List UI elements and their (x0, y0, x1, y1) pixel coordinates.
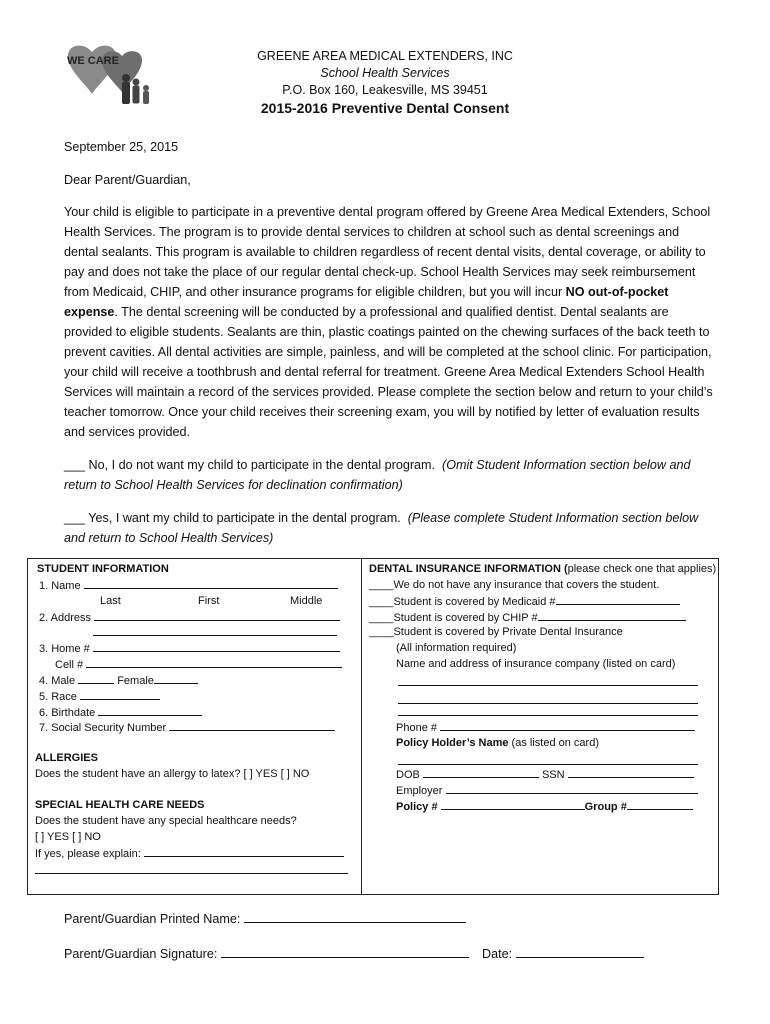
policy-holder-row (396, 736, 599, 752)
option-yes (64, 508, 714, 548)
medicaid-number-field[interactable] (556, 594, 680, 605)
name-field[interactable] (84, 578, 338, 589)
gender-row (39, 673, 198, 690)
male-label: 4. Male (39, 675, 76, 687)
female-label: Female (117, 675, 154, 687)
body-part1: Your child is eligible to participate in a preventive dental program offered by Greene Area Medical Extenders, School Health Services. The program is to provide dental services to children at school such as dental screenings and dental sealants. This program is available to children regardless of recent dental visits, dental coverage, or ability to pay and does not take the place of our regular dental check-up. School Health Services may seek reimbursement from Medicaid, CHIP, and other insurance programs for eligible children, but you will incur (64, 205, 711, 299)
salutation: Dear Parent/Guardian, (64, 173, 191, 187)
insurer-field-1[interactable] (398, 675, 698, 686)
page-title: 2015-2016 Preventive Dental Consent (260, 100, 510, 116)
signature-row (64, 947, 469, 961)
male-field[interactable] (78, 673, 114, 684)
name-label: 1. Name (39, 580, 81, 592)
dept-name: School Health Services (320, 66, 450, 80)
dob-label: DOB (396, 769, 420, 781)
org-address: P.O. Box 160, Leakesville, MS 39451 (282, 83, 488, 97)
special-needs-options[interactable]: [ ] YES [ ] NO (35, 831, 101, 843)
all-info-required: (All information required) (396, 642, 517, 654)
opt-medicaid[interactable] (369, 594, 680, 611)
employer-field[interactable] (446, 783, 698, 794)
cell-label: Cell # (55, 659, 84, 671)
policy-label: Policy # (396, 801, 438, 813)
letter-body (64, 202, 714, 442)
insurance-heading-bold: DENTAL INSURANCE INFORMATION ( (369, 563, 568, 575)
address-line2 (93, 625, 337, 642)
date-row (482, 947, 644, 961)
insurance-heading-note: please check one that applies) (567, 563, 717, 575)
address-field[interactable] (94, 610, 340, 621)
home-phone-field[interactable] (93, 641, 340, 652)
insurance-heading (369, 562, 716, 578)
last-label: Last (100, 595, 121, 607)
info-form-box (27, 558, 719, 895)
insurer-phone-row (396, 720, 695, 737)
printed-name-field[interactable] (244, 912, 466, 923)
svg-text:WE CARE: WE CARE (67, 55, 119, 67)
policy-group-row (396, 799, 693, 816)
option-no-text: ___ No, I do not want my child to participate in the dental program. (64, 458, 436, 472)
employer-row (396, 783, 698, 800)
policy-holder-label: Policy Holder’s Name (396, 737, 509, 749)
opt-no-insurance[interactable]: ____We do not have any insurance that covers the student. (369, 579, 660, 591)
explain-label: If yes, please explain: (35, 848, 141, 860)
explain-row (35, 846, 344, 863)
chip-label: ____Student is covered by CHIP # (369, 612, 538, 624)
birthdate-label: 6. Birthdate (39, 707, 96, 719)
birthdate-field[interactable] (98, 705, 202, 716)
dob-field[interactable] (423, 767, 539, 778)
printed-name-row (64, 912, 466, 926)
allergy-question[interactable]: Does the student have an allergy to latex? [ ] YES [ ] NO (35, 768, 310, 780)
employer-label: Employer (396, 785, 443, 797)
explain-line2 (35, 863, 348, 880)
date-label: Date: (482, 947, 513, 961)
option-yes-note: (Please complete Student Information section below and return to School Health Services) (64, 511, 699, 545)
date-field[interactable] (516, 947, 644, 958)
name-row (39, 578, 338, 595)
first-label: First (198, 595, 220, 607)
policy-number-field[interactable] (441, 799, 585, 810)
holder-ssn-field[interactable] (568, 767, 694, 778)
address-label: 2. Address (39, 612, 91, 624)
home-row (39, 641, 340, 658)
race-field[interactable] (80, 689, 160, 700)
opt-private[interactable]: ____Student is covered by Private Dental Insurance (369, 626, 623, 638)
insurer-field-2[interactable] (398, 693, 698, 704)
signature-field[interactable] (221, 947, 469, 958)
body-bold: NO out-of-pocket expense (64, 285, 669, 319)
option-no-note: (Omit Student Information section below and return to School Health Services for declination confirmation) (64, 458, 691, 492)
ssn-row (39, 720, 335, 737)
we-care-logo (62, 42, 160, 114)
ssn-label: 7. Social Security Number (39, 722, 167, 734)
letter-date: September 25, 2015 (64, 140, 179, 154)
holder-ssn-label: SSN (541, 769, 565, 781)
home-label: 3. Home # (39, 643, 90, 655)
cell-row (55, 657, 342, 674)
middle-label: Middle (290, 595, 323, 607)
org-name: GREENE AREA MEDICAL EXTENDERS, INC (257, 49, 513, 63)
race-label: 5. Race (39, 691, 77, 703)
special-needs-question: Does the student have any special healthcare needs? (35, 815, 297, 827)
cell-phone-field[interactable] (86, 657, 342, 668)
policy-holder-note: (as listed on card) (508, 737, 599, 749)
insurer-field-3[interactable] (398, 705, 698, 716)
special-needs-heading: SPECIAL HEALTH CARE NEEDS (35, 799, 205, 811)
explain-field[interactable] (144, 846, 344, 857)
ssn-field[interactable] (169, 720, 335, 731)
medicaid-label: ____Student is covered by Medicaid # (369, 596, 556, 608)
explain-field-2[interactable] (35, 863, 348, 874)
chip-number-field[interactable] (538, 610, 686, 621)
insurer-line-1 (398, 675, 698, 692)
group-label: Group # (584, 801, 627, 813)
printed-name-label: Parent/Guardian Printed Name: (64, 912, 241, 926)
insurer-name-address-label: Name and address of insurance company (listed on card) (396, 658, 676, 670)
female-field[interactable] (154, 673, 198, 684)
policy-holder-field[interactable] (398, 754, 698, 765)
student-heading: STUDENT INFORMATION (37, 563, 169, 575)
option-no (64, 455, 714, 495)
body-part2: . The dental screening will be conducted by a professional and qualified dentist. Dental sealants are provided to eligible students. Sealants are thin, plastic coatings painted on the chewing surfaces of the back teeth to prevent cavities. All dental activities are simple, painless, and will be completed at the school clinic. For participation, your child will receive a toothbrush and dental referral for treatment. Greene Area Medical Extenders School Health Services will maintain a record of the services provided. Please complete the section below and return to your child’s teacher tomorrow. Once your child receives their screening exam, you will by notified by letter of evaluation results and services provided. (64, 305, 713, 439)
dob-ssn-row (396, 767, 694, 784)
insurer-phone-label: Phone # (396, 722, 437, 734)
group-number-field[interactable] (627, 799, 693, 810)
insurer-phone-field[interactable] (440, 720, 695, 731)
column-divider (361, 559, 362, 894)
option-yes-text: ___ Yes, I want my child to participate in the dental program. (64, 511, 401, 525)
address-field-2[interactable] (93, 625, 337, 636)
race-row (39, 689, 160, 706)
signature-label: Parent/Guardian Signature: (64, 947, 218, 961)
allergies-heading: ALLERGIES (35, 752, 98, 764)
